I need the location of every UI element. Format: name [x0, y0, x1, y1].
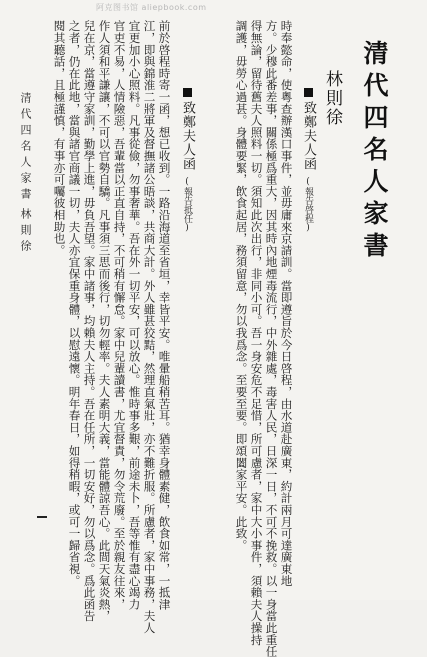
- letter1-line-3: 得無論，留待舊夫人照料一切。須知此次出行，非同小可。吾一身安危不足惜，所可慮者，家中大小事件，須賴夫人操持: [249, 20, 264, 646]
- square-bullet-icon: [304, 88, 313, 97]
- letter2-line-8: 閱其聽話，且極謹慎，有事亦可囑彼相助也。: [52, 20, 67, 256]
- letter1-line-2: 方。少穆此番差事，關係極爲重大，因其時內地煙毒流行，中外雜處，毒害人民，日深一日，不可不挽救。以一身當此重任: [264, 20, 279, 657]
- letter2-line-5: 作人須和平謙讓，不可以官勢自驕。凡事須三思而後行，切勿輕率。夫人素明大義，當能體諒吾心。此間天氣炎熱，: [97, 20, 112, 622]
- footer-author: 林則徐: [19, 208, 32, 256]
- letter2-note: (報告抵任): [182, 177, 192, 233]
- letter2-line-6: 兒在京，當遵守家訓，勤學上進，毋負吾望。家中諸事，均賴夫人主持。吾在任所，一切安好，勿以爲念。爲此函告: [82, 20, 97, 622]
- letter2-heading: [178, 88, 197, 233]
- letter2-line-4: 官吏不易，人情險惡，吾輩當以正直自持，不可稍有懈怠。家中兒輩讀書，尤宜督責，勿令荒廢。至於親友往來，: [112, 20, 127, 610]
- page-number-mark: [37, 516, 47, 518]
- letter2-line-1: 前於啓程時寄一函，想已收到。一路沿海道至省垣，幸皆平安。唯暈船稍苦耳。猶幸身體素健，飲食如常，一抵津: [157, 20, 172, 610]
- letter1-note: (報告啓程): [303, 177, 313, 233]
- square-bullet-icon: [183, 88, 192, 97]
- author-heading: 林則徐: [322, 70, 342, 127]
- letter2-heading-text: 致鄭夫人函: [180, 101, 195, 171]
- book-title: 清代四名人家書: [360, 40, 389, 264]
- letter2-line-2: 江，即與錦淮二將軍及督撫諸公晤談，共商大計。外人雖甚狡黠，然理直氣壯，亦不難折服。所慮者，家中事務，夫人: [142, 20, 157, 634]
- watermark: 阿克图书馆 aliepbook.com: [96, 3, 207, 12]
- letter1-heading-text: 致鄭夫人函: [301, 101, 316, 171]
- letter2-line-7: 之者，仍在此地，當與諸官商議一切，夫人亦宜保重身體，以慰遠懷。明年春日，如得稍暇，或可一歸省視。: [67, 20, 82, 587]
- footer-book-title: 清代四名人家書: [19, 92, 32, 204]
- letter1-line-4: 調護，毋勞心過甚。身體要緊，飲食起居，務須留意，勿以我爲念。至要至要。即頌闔家平安。此致。: [234, 20, 249, 551]
- letter1-line-1: 時奉懿命，使粵查辦漢口事件，並毋庸來京請訓。當即遵旨於今日啓程，由水道赴廣東，約計兩月可達廣東地: [279, 20, 294, 587]
- letter1-heading: [299, 88, 318, 233]
- letter2-line-3: 宜更加小心照料。凡事從儉，勿事奢華。吾在外一切平安，可以放心。惟時事多艱，前途未卜，吾等惟有盡心竭力: [127, 20, 142, 610]
